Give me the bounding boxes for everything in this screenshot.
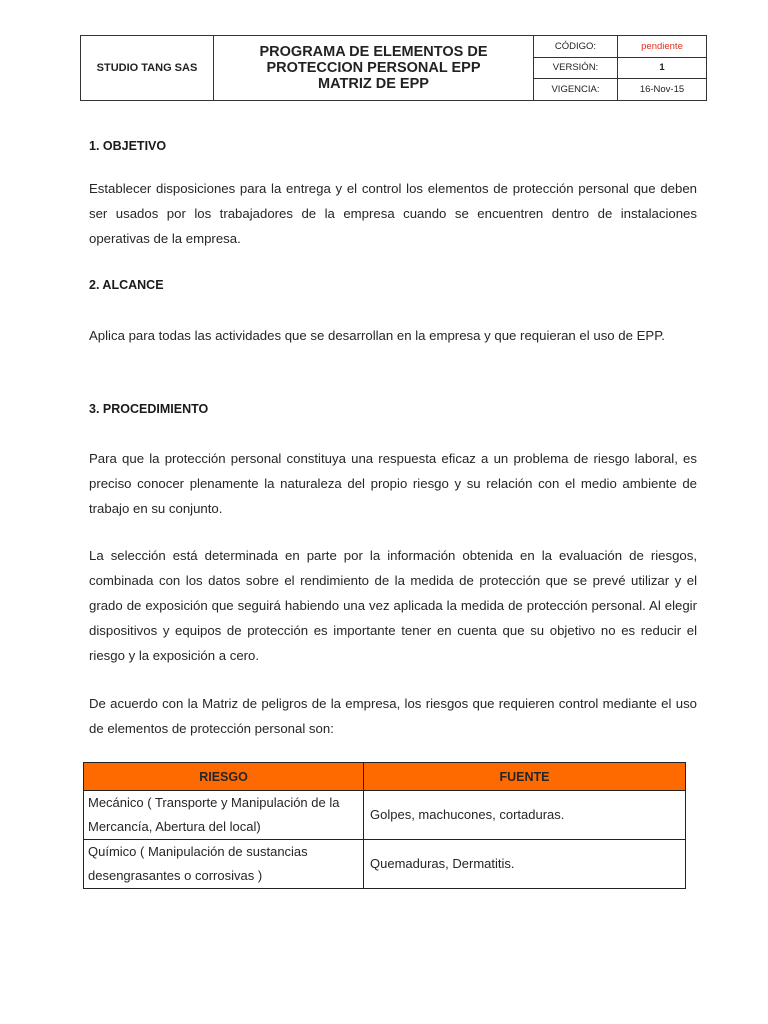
procedimiento-paragraph-2: La selección está determinada en parte por la información obtenida en la evaluación de riesgos, combinada con los datos sobre el rendimiento de la medida de protección que se prevé utilizar y el grado de exposición que seguirá habiendo una vez aplicada la medida de protección personal. Al elegir dispositivos y equipos de protección es importante tener en cuenta que su objetivo no es reducir el riesgo y la exposición a cero. xyxy=(89,548,697,663)
risk-table xyxy=(83,762,686,889)
vigencia-value: 16-Nov-15 xyxy=(618,79,707,101)
risk-table-header-row xyxy=(84,763,686,791)
table-row xyxy=(84,840,686,889)
codigo-label: CÓDIGO: xyxy=(534,36,618,58)
procedimiento-paragraph-3: De acuerdo con la Matriz de peligros de la empresa, los riesgos que requieren control mediante el uso de elementos de protección personal son: xyxy=(89,696,697,736)
title-line-1: PROGRAMA DE ELEMENTOS DE xyxy=(259,44,488,60)
company-name: STUDIO TANG SAS xyxy=(81,36,214,101)
source-cell: Golpes, machucones, cortaduras. xyxy=(364,791,686,840)
vigencia-label: VIGENCIA: xyxy=(534,79,618,101)
section-heading-procedimiento: 3. PROCEDIMIENTO xyxy=(89,402,209,416)
section-heading-objetivo: 1. OBJETIVO xyxy=(89,139,167,153)
risk-cell: Químico ( Manipulación de sustancias desengrasantes o corrosivas ) xyxy=(84,840,364,889)
version-label: VERSIÓN: xyxy=(534,57,618,79)
alcance-paragraph: Aplica para todas las actividades que se desarrollan en la empresa y que requieran el uso de EPP. xyxy=(89,328,665,343)
section-heading-alcance: 2. ALCANCE xyxy=(89,278,164,292)
procedimiento-paragraph-1: Para que la protección personal constituya una respuesta eficaz a un problema de riesgo laboral, es preciso conocer plenamente la naturaleza del propio riesgo y su relación con el medio ambiente de trabajo en su conjunto. xyxy=(89,451,697,516)
source-cell: Quemaduras, Dermatitis. xyxy=(364,840,686,889)
column-header-riesgo: RIESGO xyxy=(84,763,364,791)
column-header-fuente: FUENTE xyxy=(364,763,686,791)
document-header-table xyxy=(80,35,707,101)
risk-cell: Mecánico ( Transporte y Manipulación de la Mercancía, Abertura del local) xyxy=(84,791,364,840)
title-line-2: PROTECCION PERSONAL EPP xyxy=(266,60,481,76)
objetivo-paragraph: Establecer disposiciones para la entrega y el control los elementos de protección personal que deben ser usados por los trabajadores de la empresa cuando se encuentren dentro de instalaciones operativas de la empresa. xyxy=(89,181,697,246)
title-line-3: MATRIZ DE EPP xyxy=(318,76,429,92)
table-row xyxy=(84,791,686,840)
document-title xyxy=(214,36,534,101)
codigo-value: pendiente xyxy=(618,36,707,58)
version-value: 1 xyxy=(618,57,707,79)
